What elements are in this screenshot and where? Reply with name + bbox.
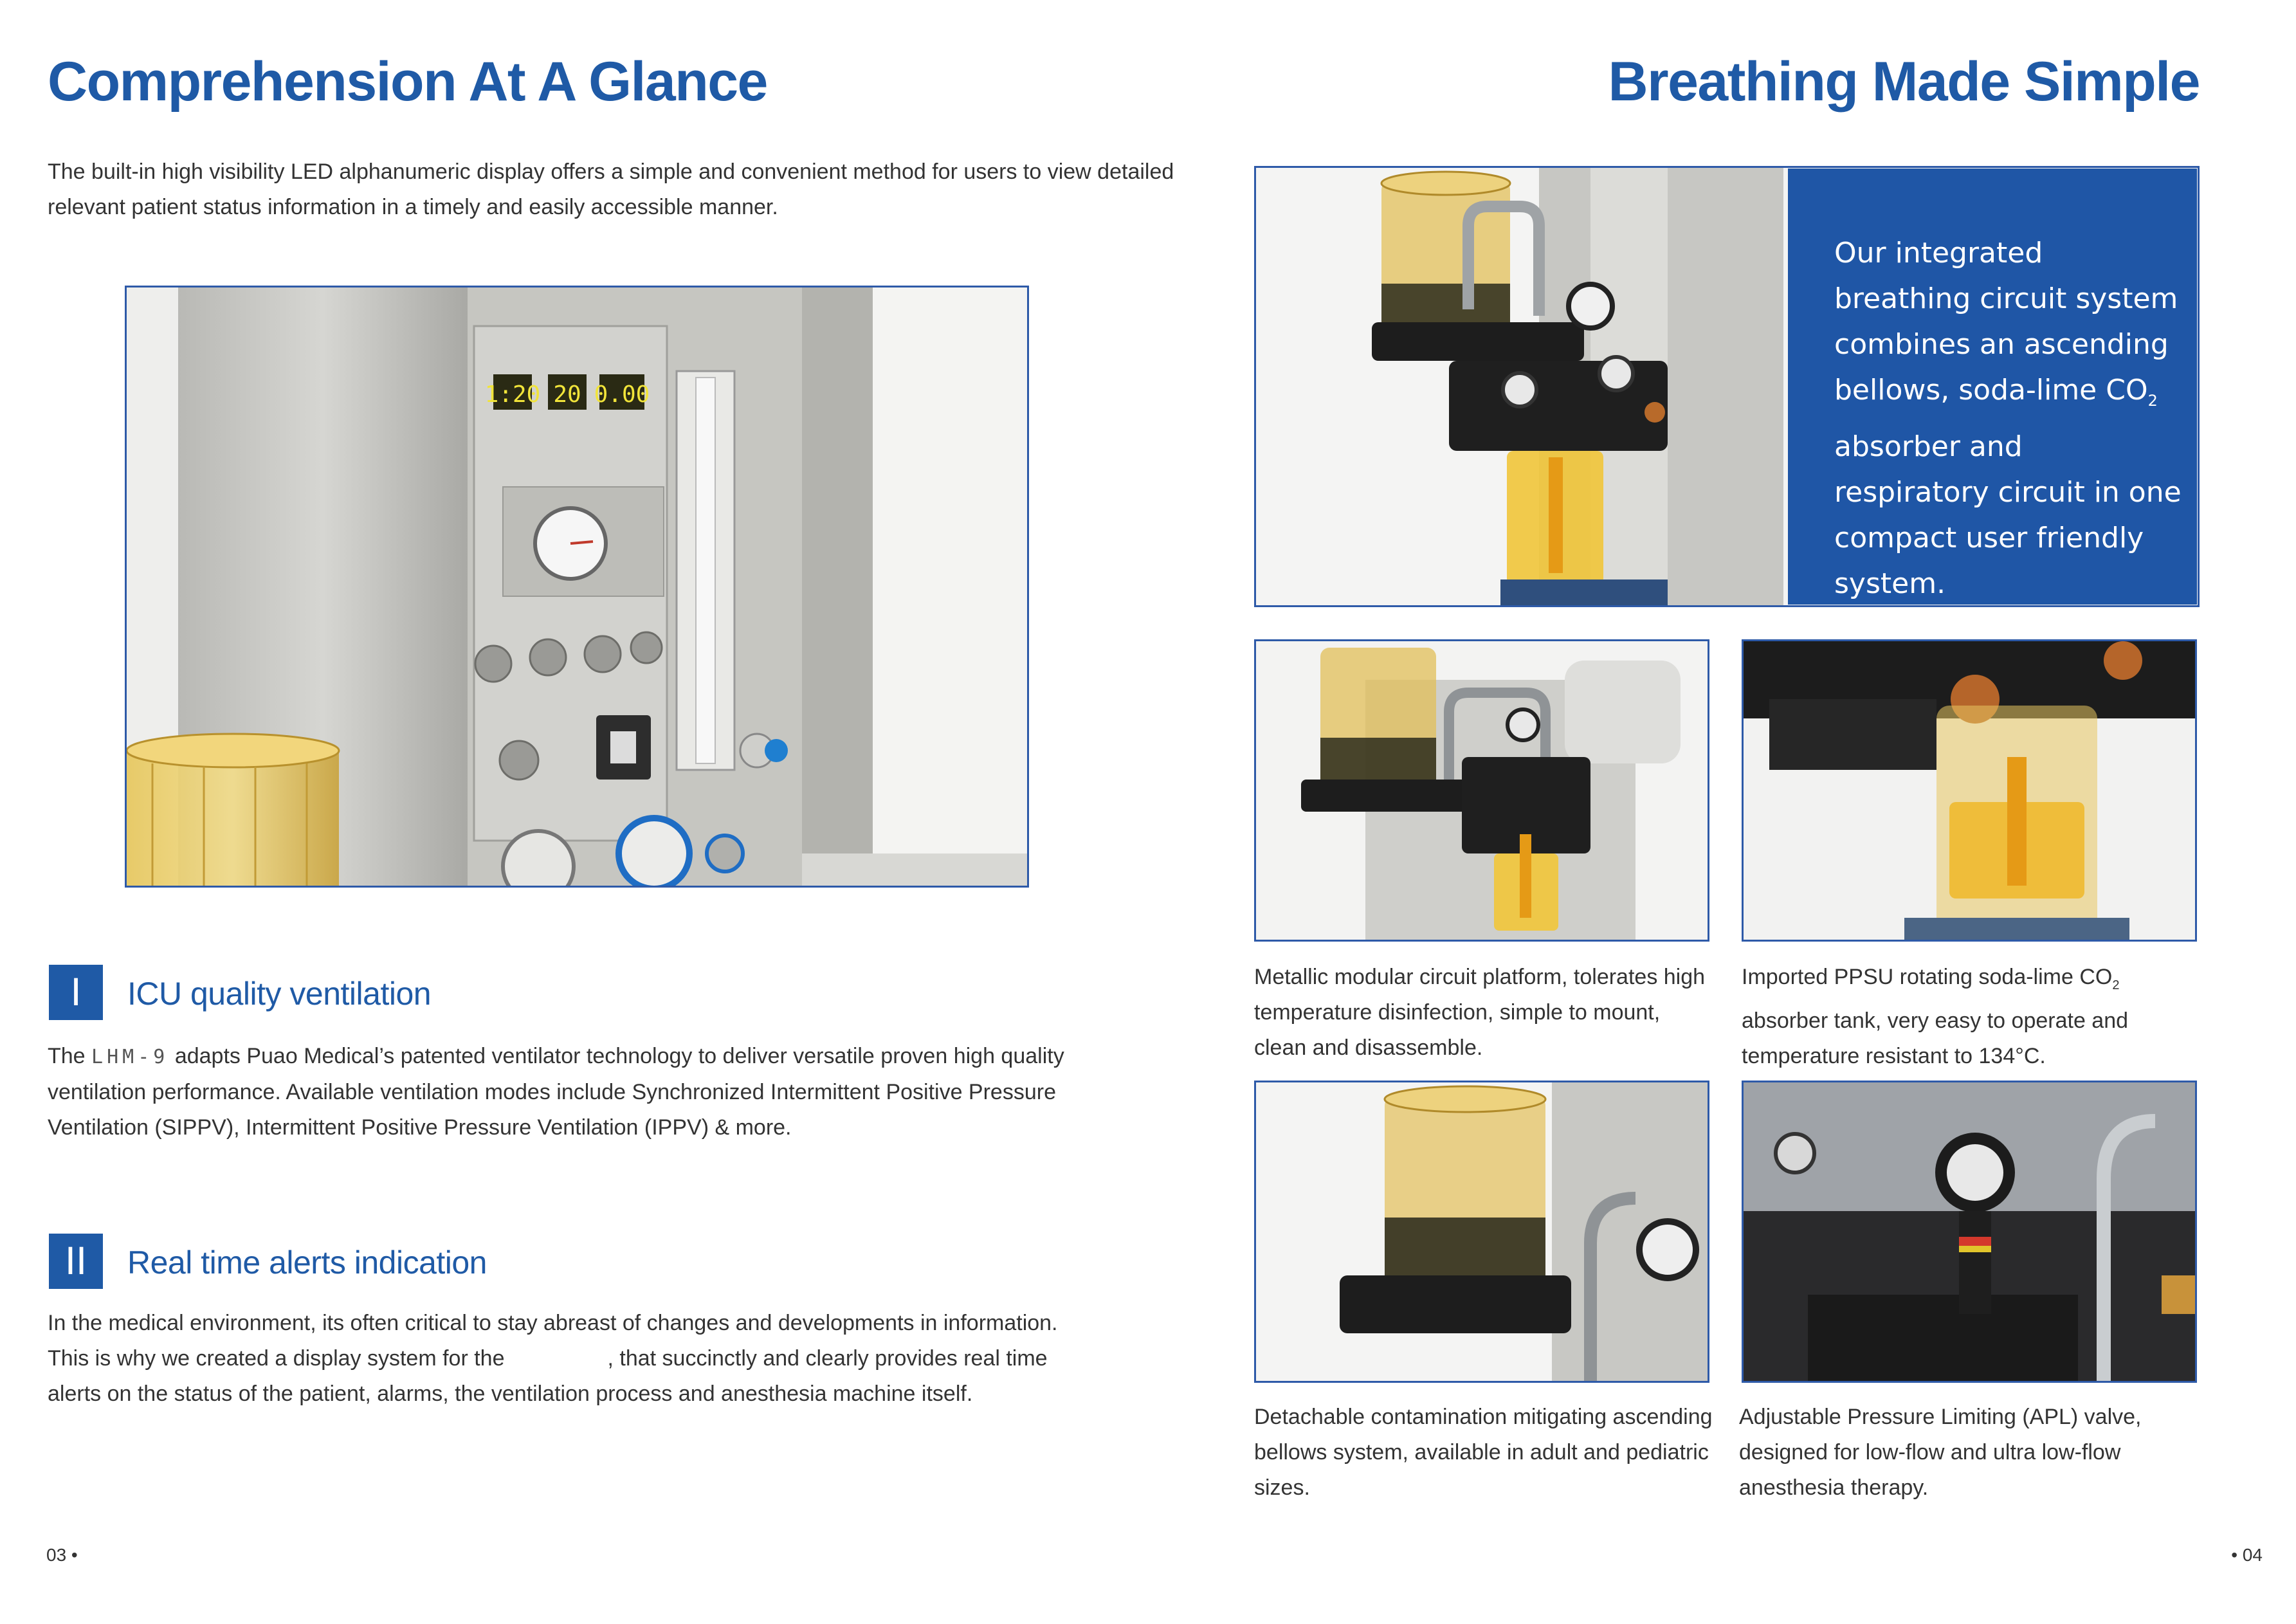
bellows-system-photo <box>1254 1081 1709 1383</box>
caption-absorber-tank <box>1742 960 2205 1074</box>
model-name: LHM-9 <box>91 1046 169 1068</box>
highlight-subscript: 2 <box>2147 391 2158 410</box>
section-2-marker: II <box>49 1234 103 1289</box>
display-readout-3: 0.00 <box>594 381 650 408</box>
apl-valve-photo <box>1742 1081 2197 1383</box>
right-page-title: Breathing Made Simple <box>1608 51 2200 113</box>
section-1-body <box>48 1039 1089 1145</box>
display-readout-2: 20 <box>553 381 581 408</box>
highlight-text-post: absorber and respiratory circuit in one compact user friendly system. <box>1834 430 2182 600</box>
caption-absorber-pre: Imported PPSU rotating soda-lime CO <box>1742 965 2113 989</box>
caption-circuit-platform: Metallic modular circuit platform, tolerates high temperature disinfection, simple to mount, clean and disassemble. <box>1254 965 1706 1060</box>
page-number-left: 03 • <box>46 1545 78 1565</box>
section-2-title: Real time alerts indication <box>127 1245 487 1281</box>
section-1-title: ICU quality ventilation <box>127 976 432 1012</box>
absorber-tank-photo <box>1742 639 2197 942</box>
section-1-body-post: adapts Puao Medical’s patented ventilator technology to deliver versatile proven high quality ventilation performance. Available ventilation modes include Synchronized Intermittent Positive Pressure Ventilation (SIPPV), Intermittent Positive Pressure Ventilation (IPPV) & more. <box>48 1044 1064 1140</box>
display-readout-1: 1:20 <box>484 381 541 408</box>
circuit-platform-photo <box>1254 639 1709 942</box>
highlight-text-pre: Our integrated breathing circuit system combines an ascending bellows, soda-lime CO <box>1834 237 2178 406</box>
section-2-body-pre: In the medical environment, its often critical to stay abreast of changes and developments in information. This is why we created a display system for the <box>48 1311 1058 1371</box>
left-page-title: Comprehension At A Glance <box>48 51 767 113</box>
caption-bellows-system: Detachable contamination mitigating ascending bellows system, available in adult and pediatric sizes. <box>1254 1405 1713 1500</box>
caption-absorber-post: absorber tank, very easy to operate and temperature resistant to 134°C. <box>1742 1008 2129 1068</box>
machine-panel-photo <box>125 286 1029 888</box>
section-1-body-pre: The <box>48 1044 86 1068</box>
section-2-body <box>48 1306 1089 1412</box>
section-2-body-post: , that succinctly and clearly provides real time alerts on the status of the patient, alarms, the ventilation process and anesthesia machine itself. <box>48 1346 1048 1406</box>
caption-absorber-subscript: 2 <box>2112 978 2120 992</box>
highlight-text <box>1834 230 2182 607</box>
intro-paragraph: The built-in high visibility LED alphanumeric display offers a simple and convenient method for users to view detailed relevant patient status information in a timely and easily accessible manner. <box>48 160 1174 219</box>
caption-apl-valve: Adjustable Pressure Limiting (APL) valve, designed for low-flow and ultra low-flow anesthesia therapy. <box>1739 1405 2142 1500</box>
section-1-marker: I <box>49 965 103 1020</box>
page-number-right: • 04 <box>2231 1545 2263 1565</box>
